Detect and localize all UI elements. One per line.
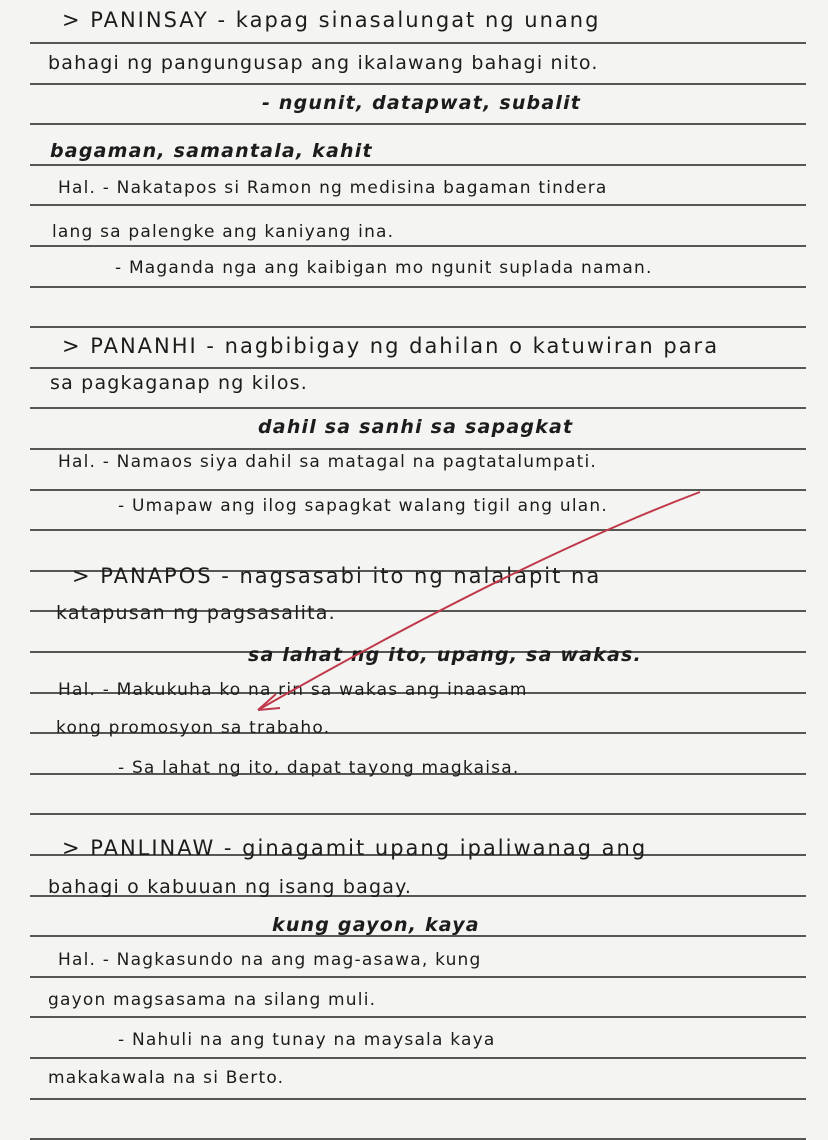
example-sentence: Hal. - Namaos siya dahil sa matagal na pagtatalumpati. <box>58 452 598 472</box>
example-sentence: - Nahuli na ang tunay na maysala kaya <box>118 1030 496 1050</box>
definition-line: katapusan ng pagsasalita. <box>56 602 336 624</box>
example-sentence: - Sa lahat ng ito, dapat tayong magkaisa. <box>118 758 520 778</box>
heading-paninsay: > PANINSAY - kapag sinasalungat ng unang <box>62 8 601 32</box>
examples-words: dahil sa sanhi sa sapagkat <box>258 416 574 438</box>
examples-words: - ngunit, datapwat, subalit <box>262 92 582 114</box>
example-sentence: Hal. - Nagkasundo na ang mag-asawa, kung <box>58 950 482 970</box>
examples-words: kung gayon, kaya <box>272 914 480 936</box>
heading-panapos: > PANAPOS - nagsasabi ito ng nalalapit na <box>72 564 602 588</box>
example-sentence: - Umapaw ang ilog sapagkat walang tigil ang ulan. <box>118 496 608 516</box>
examples-words: sa lahat ng ito, upang, sa wakas. <box>248 644 642 666</box>
red-arrow-line <box>258 492 700 710</box>
example-sentence: gayon magsasama na silang muli. <box>48 990 377 1010</box>
example-sentence: Hal. - Nakatapos si Ramon ng medisina bagaman tindera <box>58 178 608 198</box>
heading-pananhi: > PANANHI - nagbibigay ng dahilan o katuwiran para <box>62 334 720 358</box>
definition-line: bahagi ng pangungusap ang ikalawang bahagi nito. <box>48 52 599 74</box>
example-sentence: - Maganda nga ang kaibigan mo ngunit suplada naman. <box>115 258 653 278</box>
example-sentence: kong promosyon sa trabaho. <box>56 718 331 738</box>
example-sentence: makakawala na si Berto. <box>48 1068 285 1088</box>
example-sentence: lang sa palengke ang kaniyang ina. <box>52 222 395 242</box>
example-sentence: Hal. - Makukuha ko na rin sa wakas ang inaasam <box>58 680 528 700</box>
definition-line: sa pagkaganap ng kilos. <box>50 372 309 394</box>
definition-line: bahagi o kabuuan ng isang bagay. <box>48 876 413 898</box>
red-arrow-head <box>258 694 280 710</box>
heading-panlinaw: > PANLINAW - ginagamit upang ipaliwanag ang <box>62 836 648 860</box>
examples-words: bagaman, samantala, kahit <box>50 140 373 162</box>
